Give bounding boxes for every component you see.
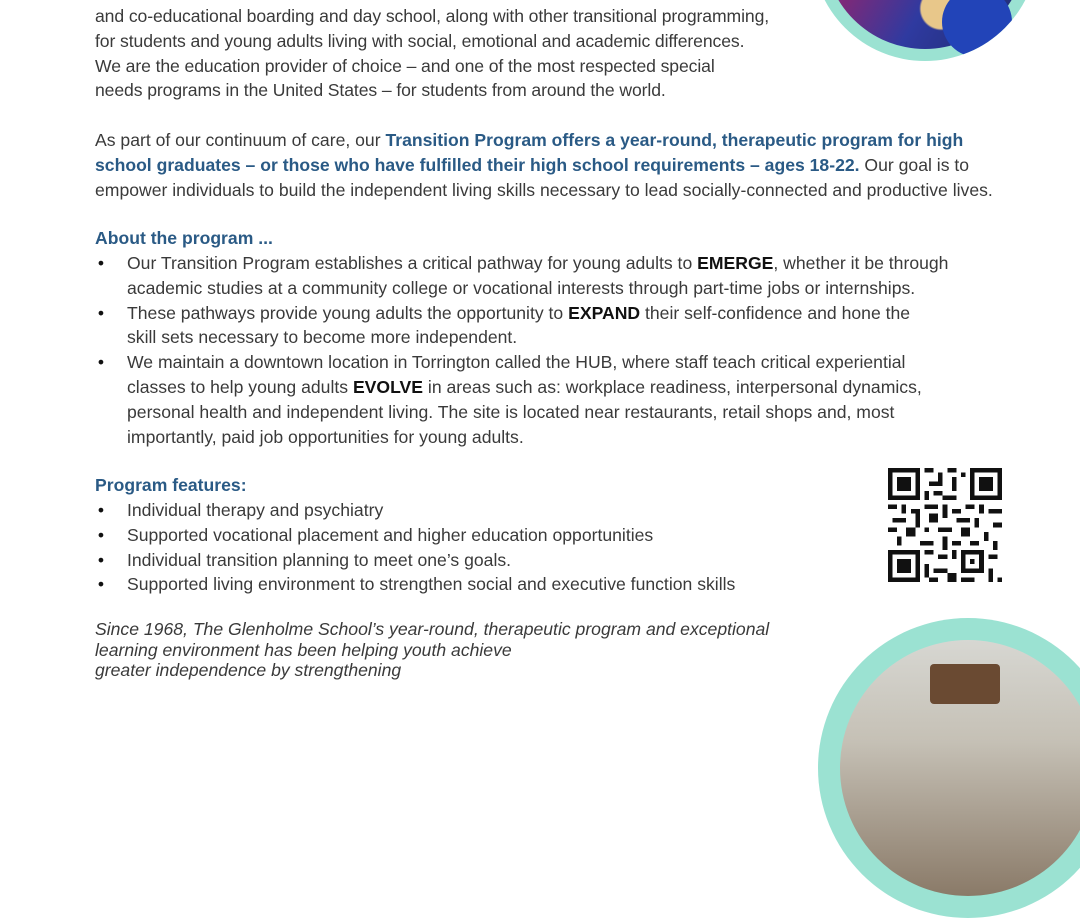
item-text: their self-confidence and hone the xyxy=(640,302,911,323)
intro-line: and co-educational boarding and day school, along with other transitional programming, xyxy=(95,6,770,26)
about-item-emerge xyxy=(95,251,1015,301)
bullet-marker: • xyxy=(97,253,105,273)
item-text: classes to help young adults xyxy=(127,376,353,397)
history-line: greater independence by strengthening xyxy=(95,660,402,680)
item-line: We maintain a downtown location in Torrington called the HUB, where staff teach critical experiential xyxy=(127,352,906,373)
item-line: importantly, paid job opportunities for young adults. xyxy=(127,426,524,447)
header-photo xyxy=(824,0,1026,49)
features-list xyxy=(95,498,795,597)
keyword-expand: EXPAND xyxy=(568,302,641,323)
transition-program-paragraph xyxy=(95,128,1025,202)
history-line: Since 1968, The Glenholme School’s year-round, therapeutic program and exceptional xyxy=(95,619,770,639)
keyword-evolve: EVOLVE xyxy=(352,376,424,397)
feature-item xyxy=(95,523,795,548)
paragraph-line xyxy=(95,153,1025,178)
features-heading: Program features: xyxy=(95,475,247,495)
item-text: in areas such as: workplace readiness, interpersonal dynamics, xyxy=(423,376,922,397)
intro-line: We are the education provider of choice – and one of the most respected special xyxy=(95,55,715,76)
bullet-marker: • xyxy=(97,524,105,545)
item-line: personal health and independent living. The site is located near restaurants, retail shops and, most xyxy=(127,401,895,422)
about-heading: About the program ... xyxy=(95,228,273,248)
item-text: Our Transition Program establishes a critical pathway for young adults to xyxy=(127,253,698,273)
feature-item xyxy=(95,548,795,573)
history-line: learning environment has been helping youth achieve xyxy=(95,639,512,660)
paragraph-text: Our goal is to xyxy=(859,154,970,175)
paragraph-line xyxy=(95,128,1025,153)
item-line xyxy=(127,375,1015,400)
bullet-marker: • xyxy=(97,574,105,595)
bullet-marker: • xyxy=(97,302,105,323)
feature-text: Individual therapy and psychiatry xyxy=(127,500,384,520)
item-text: , whether it be through xyxy=(773,253,949,273)
bullet-marker: • xyxy=(97,549,105,570)
header-photo-circle xyxy=(812,0,1038,61)
qr-code-icon[interactable] xyxy=(888,468,1002,582)
about-item-expand xyxy=(95,301,1015,351)
about-list xyxy=(95,251,1015,449)
history-paragraph xyxy=(95,619,795,681)
bullet-marker: • xyxy=(97,500,105,520)
feature-text: Supported vocational placement and higher education opportunities xyxy=(127,524,654,545)
highlighted-text: Transition Program offers a year-round, therapeutic program for high xyxy=(385,130,964,150)
feature-text: Supported living environment to strengthen social and executive function skills xyxy=(127,574,736,595)
bullet-marker: • xyxy=(97,352,105,373)
item-line: academic studies at a community college or vocational interests through part-time jobs or internships. xyxy=(127,277,916,298)
feature-text: Individual transition planning to meet one’s goals. xyxy=(127,549,512,570)
intro-line: needs programs in the United States – for students from around the world. xyxy=(95,80,666,101)
feature-item xyxy=(95,498,795,523)
footer-photo xyxy=(840,640,1080,896)
highlighted-text: school graduates – or those who have fulfilled their high school requirements – ages 18-22. xyxy=(95,154,860,175)
intro-line: for students and young adults living with social, emotional and academic differences. xyxy=(95,30,745,51)
paragraph-line: empower individuals to build the independent living skills necessary to lead socially-connected and productive lives. xyxy=(95,179,993,200)
item-line xyxy=(127,251,1015,276)
intro-paragraph xyxy=(95,4,825,103)
item-line xyxy=(127,301,1015,326)
item-line: skill sets necessary to become more independent. xyxy=(127,327,518,348)
paragraph-text: As part of our continuum of care, our xyxy=(95,130,386,150)
about-item-evolve xyxy=(95,350,1015,449)
footer-photo-circle xyxy=(818,618,1080,918)
feature-item xyxy=(95,572,795,597)
keyword-emerge: EMERGE xyxy=(697,253,774,273)
item-text: These pathways provide young adults the opportunity to xyxy=(127,302,569,323)
